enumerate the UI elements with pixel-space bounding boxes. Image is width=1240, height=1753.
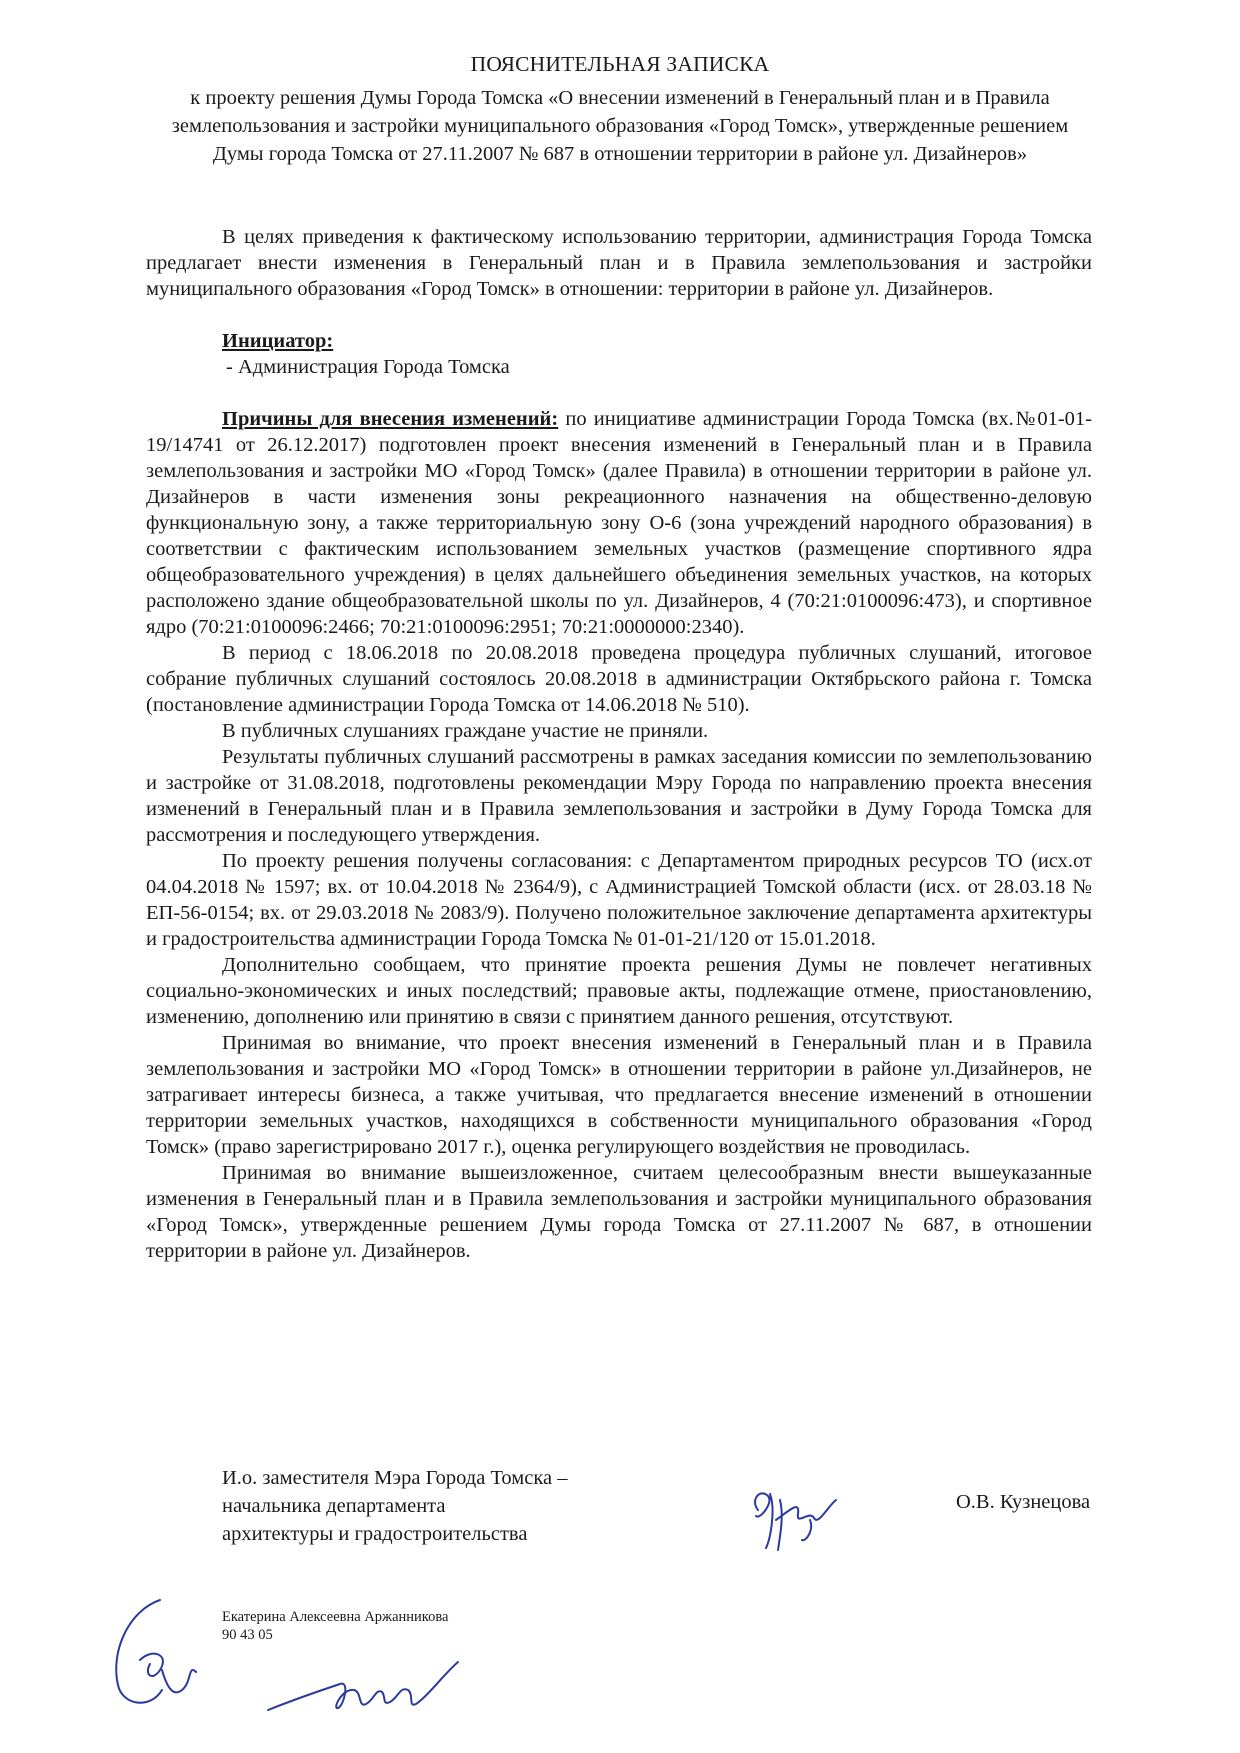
initiator-value: - Администрация Города Томска: [226, 356, 510, 378]
paragraph-citizens: В публичных слушаниях граждане участие не приняли.: [222, 720, 709, 742]
initiator-heading: [146, 328, 1092, 354]
executor-name: Екатерина Алексеевна Аржанникова: [222, 1609, 449, 1625]
reasons-paragraph: [146, 406, 1092, 640]
paragraph-approvals: По проекту решения получены согласования: с Департаментом природных ресурсов ТО (исх.от 04.04.2018 № 1597; вх. от 10.04.2018 № 2364/9), с Администрацией Томской области (исх. от 28.03.18 № ЕП-56-0154; вх. от 29.03.2018 № 2083/9). Получено положительное заключение департамента архитектуры и градостроительства администрации Города Томска № 01-01-21/120 от 15.01.2018.: [146, 850, 1092, 950]
executor-signature-image: [258, 1648, 468, 1728]
executor-phone: 90 43 05: [222, 1627, 273, 1643]
signatory-line: архитектуры и градостроительства: [222, 1523, 528, 1545]
reasons-text: по инициативе администрации Города Томска (вх.№01-01-19/14741 от 26.12.2017) подготовлен проект внесения изменений в Генеральный план и в Правила землепользования и застройки МО «Город Томск» (далее Правила) в отношении территории в районе ул. Дизайнеров в части изменения зоны рекреационного назначения на общественно-деловую функциональную зону, а также территориальную зону О-6 (зона учреждений народного образования) в соответствии с фактическим использованием земельных участков (размещение спортивного ядра общеобразовательного учреждения) в целях дальнейшего объединения земельных участков, на которых расположено здание общеобразовательной школы по ул. Дизайнеров, 4 (70:21:0100096:473), и спортивное ядро (70:21:0100096:2466; 70:21:0100096:2951; 70:21:0000000:2340).: [146, 408, 1092, 638]
signatory-name: О.В. Кузнецова: [956, 1491, 1091, 1513]
paragraph-conclusion: Принимая во внимание вышеизложенное, считаем целесообразным внести вышеуказанные изменения в Генеральный план и в Правила землепользования и застройки муниципального образования «Город Томск», утвержденные решением Думы города Томска от 27.11.2007 № 687, в отношении территории в районе ул. Дизайнеров.: [146, 1162, 1092, 1262]
executor-block: [222, 1608, 448, 1644]
signatory-line: начальника департамента: [222, 1495, 446, 1517]
signature-image: [740, 1470, 860, 1560]
paragraph-hearings: В период с 18.06.2018 по 20.08.2018 проведена процедура публичных слушаний, итоговое собрание публичных слушаний состоялось 20.08.2018 в администрации Октябрьского района г. Томска (постановление администрации Города Томска от 14.06.2018 № 510).: [146, 642, 1092, 716]
document-title: ПОЯСНИТЕЛЬНАЯ ЗАПИСКА: [470, 52, 770, 76]
signatory-block: [222, 1464, 567, 1548]
initiator-label: Инициатор:: [222, 330, 334, 352]
approval-visa-image: [100, 1590, 210, 1720]
reasons-label: Причины для внесения изменений:: [222, 408, 559, 430]
document-subtitle: к проекту решения Думы Города Томска «О внесении изменений в Генеральный план и в Правила землепользования и застройки муниципального образования «Город Томск», утвержденные решением Думы города Томска от 27.11.2007 № 687 в отношении территории в районе ул. Дизайнеров»: [171, 87, 1069, 165]
signatory-line: И.о. заместителя Мэра Города Томска –: [222, 1467, 568, 1489]
paragraph-consequences: Дополнительно сообщаем, что принятие проекта решения Думы не повлечет негативных социально-экономических и иных последствий; правовые акты, подлежащие отмене, приостановлению, изменению, дополнению или принятию в связи с принятием данного решения, отсутствуют.: [146, 954, 1092, 1028]
paragraph-results: Результаты публичных слушаний рассмотрены в рамках заседания комиссии по землепользованию и застройке от 31.08.2018, подготовлены рекомендации Мэру Города по направлению проекта внесения изменений в Генеральный план и в Правила землепользования и застройки в Думу Города Томска для рассмотрения и последующего утверждения.: [146, 746, 1092, 846]
intro-paragraph: В целях приведения к фактическому использованию территории, администрация Города Томска предлагает внести изменения в Генеральный план и в Правила землепользования и застройки муниципального образования «Город Томск» в отношении: территории в районе ул. Дизайнеров.: [146, 226, 1092, 300]
document-body: [146, 224, 1092, 1264]
paragraph-business: Принимая во внимание, что проект внесения изменений в Генеральный план и в Правила землепользования и застройки МО «Город Томск» в отношении территории в районе ул.Дизайнеров, не затрагивает интересы бизнеса, а также учитывая, что предлагается внесение изменений в отношении территории земельных участков, находящихся в собственности муниципального образования «Город Томск» (право зарегистрировано 2017 г.), оценка регулирующего воздействия не проводилась.: [146, 1032, 1092, 1158]
